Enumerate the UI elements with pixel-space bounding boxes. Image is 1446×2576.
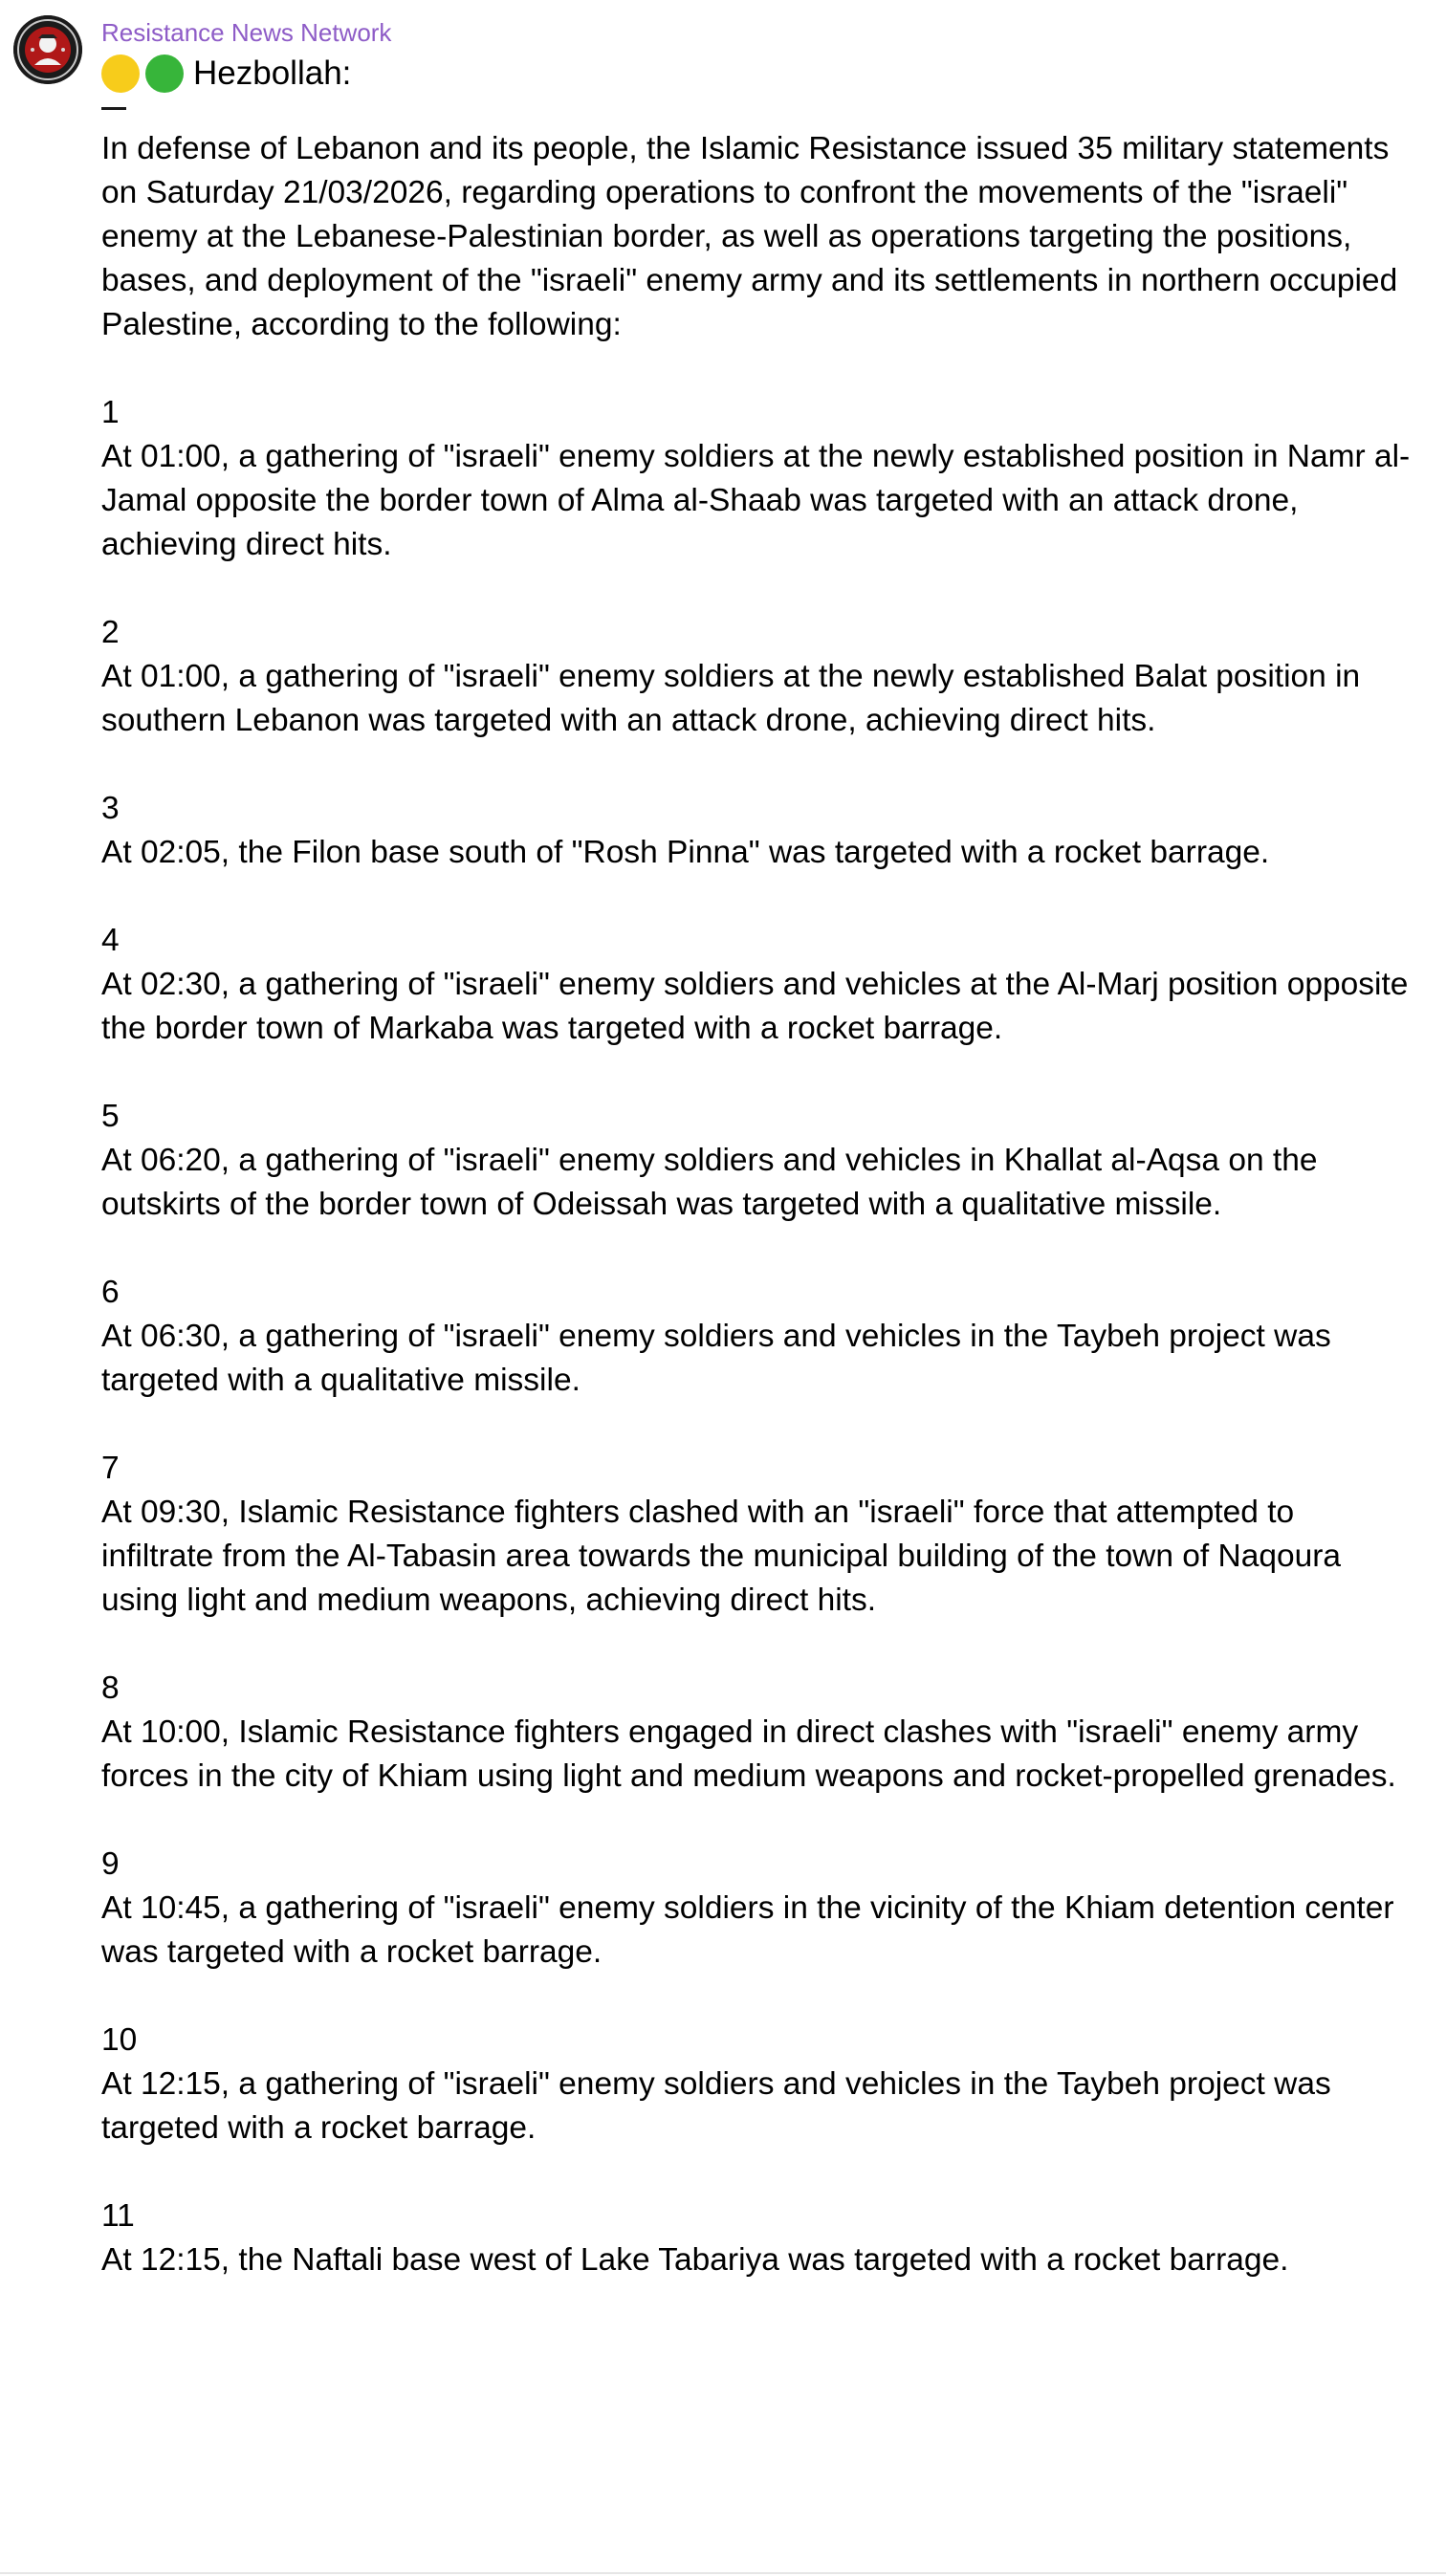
operation-text: At 10:00, Islamic Resistance fighters engaged in direct clashes with "israeli" enemy army forces in the city of Khiam using light and medium weapons and rocket-propelled grenades. (101, 1714, 1396, 1794)
operation-text: At 12:15, the Naftali base west of Lake Tabariya was targeted with a rocket barrage. (101, 2242, 1289, 2278)
green-circle-emoji (145, 55, 184, 93)
operation-text: At 01:00, a gathering of "israeli" enemy soldiers at the newly established Balat position in southern Lebanon was targeted with an attack drone, achieving direct hits. (101, 659, 1361, 738)
channel-name[interactable]: Resistance News Network (101, 18, 392, 47)
operation-text: At 02:30, a gathering of "israeli" enemy soldiers and vehicles at the Al-Marj position opposite the border town of Markaba was targeted with a rocket barrage. (101, 967, 1409, 1046)
operation-text: At 06:20, a gathering of "israeli" enemy soldiers and vehicles in Khallat al-Aqsa on the outskirts of the border town of Odeissah was targeted with a qualitative missile. (101, 1143, 1318, 1222)
operation-number: 2 (101, 615, 120, 650)
hezbollah-emblem-icon (13, 15, 82, 84)
operation-text: At 06:30, a gathering of "israeli" enemy soldiers and vehicles in the Taybeh project was targeted with a qualitative missile. (101, 1319, 1331, 1398)
operation-number: 4 (101, 923, 120, 958)
separator-dash (101, 107, 126, 110)
bottom-divider (0, 2572, 1446, 2574)
operation-item (101, 2019, 1412, 2150)
operation-item (101, 919, 1412, 1051)
operation-number: 1 (101, 395, 120, 430)
operation-text: At 10:45, a gathering of "israeli" enemy soldiers in the vicinity of the Khiam detention center was targeted with a rocket barrage. (101, 1890, 1394, 1970)
operation-item (101, 1271, 1412, 1403)
operation-item (101, 1447, 1412, 1623)
operation-number: 8 (101, 1670, 120, 1706)
operation-number: 7 (101, 1451, 120, 1486)
operation-text: At 12:15, a gathering of "israeli" enemy soldiers and vehicles in the Taybeh project was targeted with a rocket barrage. (101, 2066, 1331, 2146)
operation-item (101, 391, 1412, 567)
operation-number: 11 (101, 2198, 135, 2234)
post-headline (101, 52, 1412, 96)
operation-text: At 01:00, a gathering of "israeli" enemy soldiers at the newly established position in Namr al-Jamal opposite the border town of Alma al-Shaab was targeted with an attack drone, achieving direct hits. (101, 439, 1411, 562)
channel-avatar[interactable] (13, 15, 82, 84)
operation-number: 10 (101, 2022, 138, 2058)
operation-number: 3 (101, 791, 120, 826)
headline-text: Hezbollah: (193, 55, 352, 92)
operation-item (101, 1667, 1412, 1799)
operations-list (101, 391, 1412, 2282)
operation-text: At 02:05, the Filon base south of "Rosh Pinna" was targeted with a rocket barrage. (101, 835, 1270, 870)
operation-item (101, 611, 1412, 743)
yellow-circle-emoji (101, 55, 140, 93)
operation-item (101, 2194, 1412, 2282)
operation-number: 5 (101, 1099, 120, 1134)
operation-item (101, 787, 1412, 875)
operation-number: 9 (101, 1846, 120, 1882)
operation-number: 6 (101, 1275, 120, 1310)
operation-item (101, 1843, 1412, 1975)
operation-item (101, 1095, 1412, 1227)
operation-text: At 09:30, Islamic Resistance fighters clashed with an "israeli" force that attempted to infiltrate from the Al-Tabasin area towards the municipal building of the town of Naqoura using light and medium weapons, achieving direct hits. (101, 1495, 1342, 1618)
intro-paragraph: In defense of Lebanon and its people, the Islamic Resistance issued 35 military statements on Saturday 21/03/2026, regarding operations to confront the movements of the "israeli" enemy at the Lebanese-Palestinian border, as well as operations targeting the positions, bases, and deployment of the "israeli" enemy army and its settlements in northern occupied Palestine, according to the following: (101, 131, 1398, 342)
message-bubble (101, 15, 1412, 2326)
